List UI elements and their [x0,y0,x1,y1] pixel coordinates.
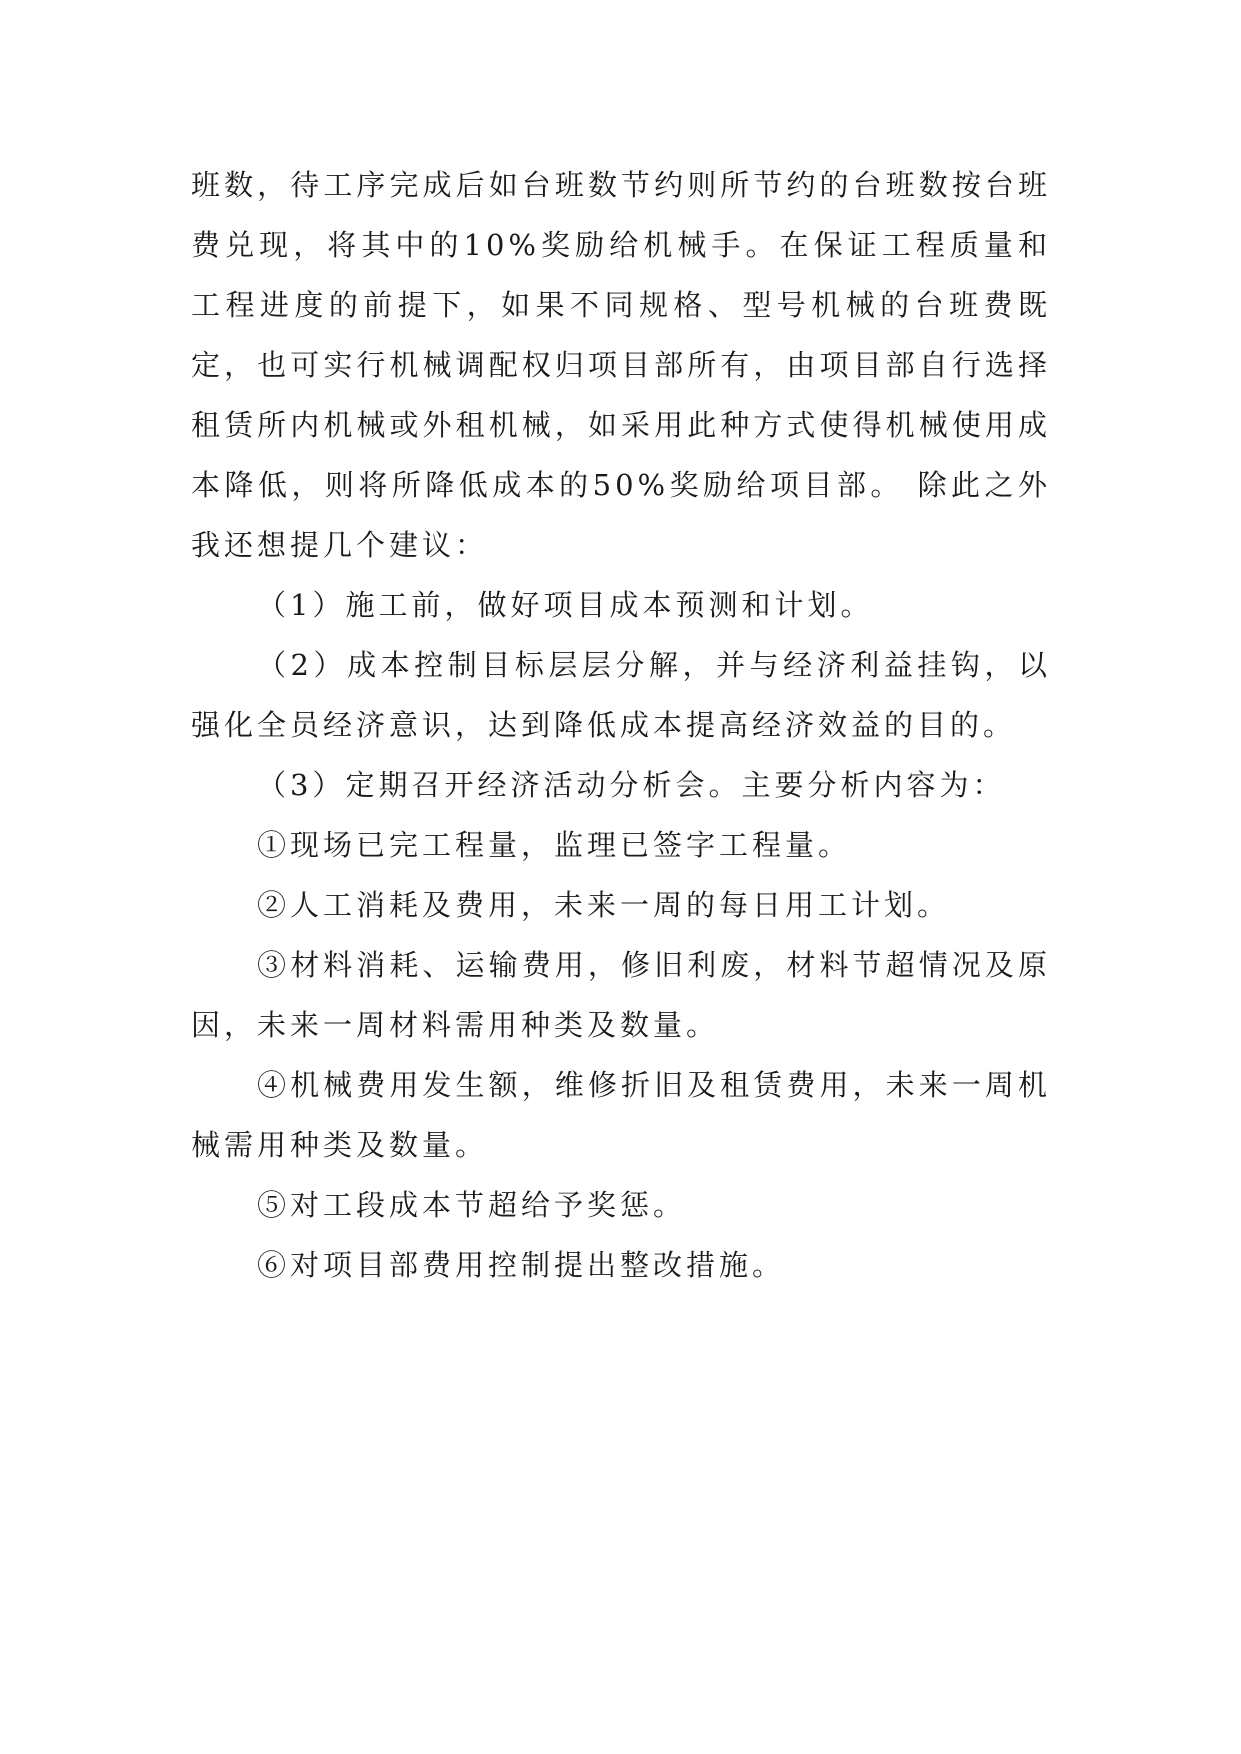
paragraph-suggestion-2: （2）成本控制目标层层分解，并与经济利益挂钩，以强化全员经济意识，达到降低成本提高经济效益的目的。 [191,648,1051,742]
paragraph-item-4: ④机械费用发生额，维修折旧及租赁费用，未来一周机械需用种类及数量。 [191,1068,1051,1162]
document-body [191,155,1051,1295]
paragraph-suggestion-3: （3）定期召开经济活动分析会。主要分析内容为： [257,768,1006,802]
paragraph-item-1: ①现场已完工程量，监理已签字工程量。 [257,828,852,862]
paragraph-item-6: ⑥对项目部费用控制提出整改措施。 [257,1248,786,1282]
paragraph-suggestion-1: （1）施工前，做好项目成本预测和计划。 [257,588,874,622]
paragraph-item-2: ②人工消耗及费用，未来一周的每日用工计划。 [257,888,951,922]
paragraph-continuation: 班数，待工序完成后如台班数节约则所节约的台班数按台班费兑现，将其中的10%奖励给机械手。在保证工程质量和工程进度的前提下，如果不同规格、型号机械的台班费既定，也可实行机械调配权归项目部所有，由项目部自行选择租赁所内机械或外租机械，如采用此种方式使得机械使用成本降低，则将所降低成本的50%奖励给项目部。 除此之外我还想提几个建议： [191,168,1051,562]
paragraph-item-3: ③材料消耗、运输费用，修旧利废，材料节超情况及原因，未来一周材料需用种类及数量。 [191,948,1051,1042]
paragraph-item-5: ⑤对工段成本节超给予奖惩。 [257,1188,687,1222]
